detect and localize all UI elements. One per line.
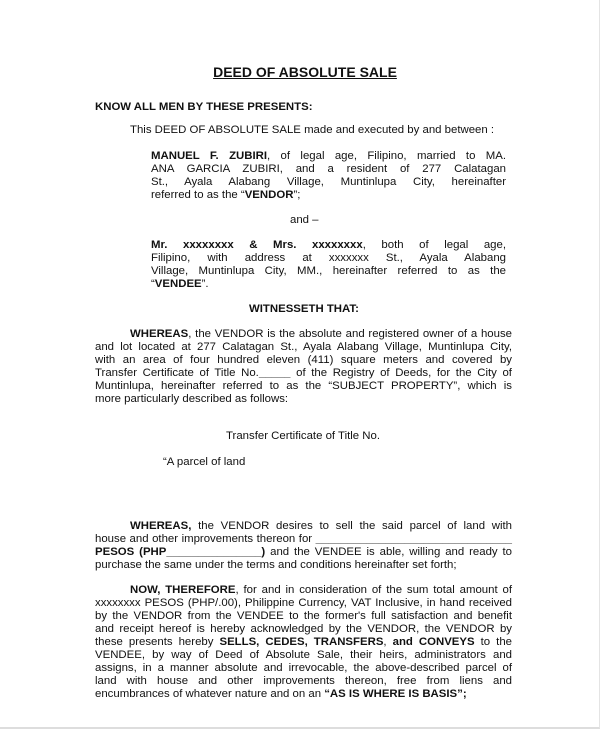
tct-line: Transfer Certificate of Title No. (226, 430, 381, 442)
text-line (95, 341, 512, 354)
text-run: land with house and other improvements thereon, free from liens and (95, 675, 512, 687)
text-run: xxxxxxxx PESOS (PHP/.00), Philippine Currency, VAT Inclusive, in hand received (95, 597, 512, 609)
text-line (151, 239, 506, 252)
know-all-heading: KNOW ALL MEN BY THESE PRESENTS: (95, 101, 313, 113)
text-line (95, 328, 512, 341)
text-run: house and other improvements thereon for (95, 533, 316, 545)
whereas-property-paragraph (95, 328, 512, 406)
text-line (95, 597, 512, 610)
intro-line: This DEED OF ABSOLUTE SALE made and executed by and between : (130, 124, 495, 136)
bold-text: “AS IS WHERE IS BASIS”; (324, 688, 467, 700)
text-line (95, 367, 512, 380)
whereas-sale-paragraph (95, 520, 512, 572)
text-run: Muntinlupa, hereinafter referred to as the “SUBJECT PROPERTY”, which is (95, 380, 512, 392)
text-run: of the Registry of Deeds, for the City of (290, 367, 512, 379)
text-line (95, 380, 512, 393)
vendor-paragraph (151, 150, 506, 202)
text-line (95, 354, 512, 367)
text-run: ”. (201, 278, 209, 290)
bold-text: VENDOR (244, 189, 294, 201)
bold-text: Mr. xxxxxxxx & Mrs. xxxxxxxx (151, 239, 363, 251)
text-run: “ (151, 278, 155, 290)
text-run: to the (474, 636, 512, 648)
text-line (95, 649, 512, 662)
text-line (95, 520, 512, 533)
bold-text: PESOS (PHP_______________) (95, 546, 266, 558)
text-run: encumbrances of whatever nature and on an (95, 688, 325, 700)
text-line (95, 584, 512, 597)
bold-text: _______________________________ (315, 533, 512, 545)
bold-text: VENDEE (154, 278, 202, 290)
and-separator: and – (290, 214, 319, 226)
witnesseth-heading: WITNESSETH THAT: (249, 303, 359, 315)
text-line (151, 176, 506, 189)
now-therefore-paragraph (95, 584, 512, 701)
bold-text: WHEREAS, (130, 520, 192, 532)
bold-text: NOW, THEREFORE (130, 584, 236, 596)
text-run: VENDEE, by way of Deed of Absolute Sale, their heirs, administrators and (95, 649, 512, 661)
parcel-line: “A parcel of land (163, 456, 246, 468)
text-run: St., Ayala Alabang Village, Muntinlupa City, hereinafter (151, 176, 506, 188)
text-run: , for and in consideration of the sum total amount of (235, 584, 512, 596)
text-run: , of legal age, Filipino, married to MA. (267, 150, 506, 162)
text-line (151, 278, 506, 291)
text-run: , (383, 636, 393, 648)
text-line (95, 662, 512, 675)
text-line (95, 610, 512, 623)
text-run: the VENDOR desires to sell the said parcel of land with (191, 520, 512, 532)
text-line (95, 623, 512, 636)
bold-text: WHEREAS (130, 328, 189, 340)
bold-text: SELLS, CEDES, TRANSFERS (219, 636, 384, 648)
text-run: by the VENDOR from the VENDEE to the former's full satisfaction and benefit (95, 610, 512, 622)
text-run: Village, Muntinlupa City, MM., hereinafter referred to as the (151, 265, 506, 277)
vendee-paragraph (151, 239, 506, 291)
text-run: Transfer Certificate of Title No. (95, 367, 259, 379)
text-run: referred to as the “ (151, 189, 245, 201)
text-run: , both of legal age, (362, 239, 507, 251)
text-line (151, 163, 506, 176)
text-line (151, 189, 506, 202)
text-line (95, 533, 512, 546)
text-line (151, 252, 506, 265)
text-run: purchase the same under the terms and conditions hereinafter set forth; (95, 559, 457, 571)
text-line (95, 559, 512, 572)
text-run: Filipino, with address at xxxxxxx St., Ayala Alabang (151, 252, 506, 264)
text-run: ANA GARCIA ZUBIRI, and a resident of 277 Calatagan (151, 163, 506, 175)
text-line (95, 688, 512, 701)
text-line (95, 546, 512, 559)
bold-text: _____ (258, 367, 291, 379)
text-run: with an area of four hundred eleven (411) square meters and covered by (95, 354, 512, 366)
text-run: more particularly described as follows: (95, 393, 289, 405)
document-title: DEED OF ABSOLUTE SALE (213, 64, 397, 80)
text-line (95, 675, 512, 688)
text-line (95, 393, 512, 406)
text-run: and lot located at 277 Calatagan St., Ayala Alabang Village, Muntinlupa City, (95, 341, 512, 353)
text-run: these presents hereby (95, 636, 220, 648)
text-run: , the VENDOR is the absolute and registered owner of a house (188, 328, 512, 340)
text-run: and receipt hereof is hereby acknowledged by the VENDOR, the VENDOR by (95, 623, 512, 635)
text-run: assigns, in a manner absolute and irrevocable, the above-described parcel of (95, 662, 512, 674)
text-run: and the VENDEE is able, willing and ready to (265, 546, 513, 558)
text-line (151, 265, 506, 278)
bold-text: and CONVEYS (392, 636, 475, 648)
text-run: ”; (293, 189, 301, 201)
text-line (151, 150, 506, 163)
text-line (95, 636, 512, 649)
bold-text: MANUEL F. ZUBIRI (151, 150, 268, 162)
